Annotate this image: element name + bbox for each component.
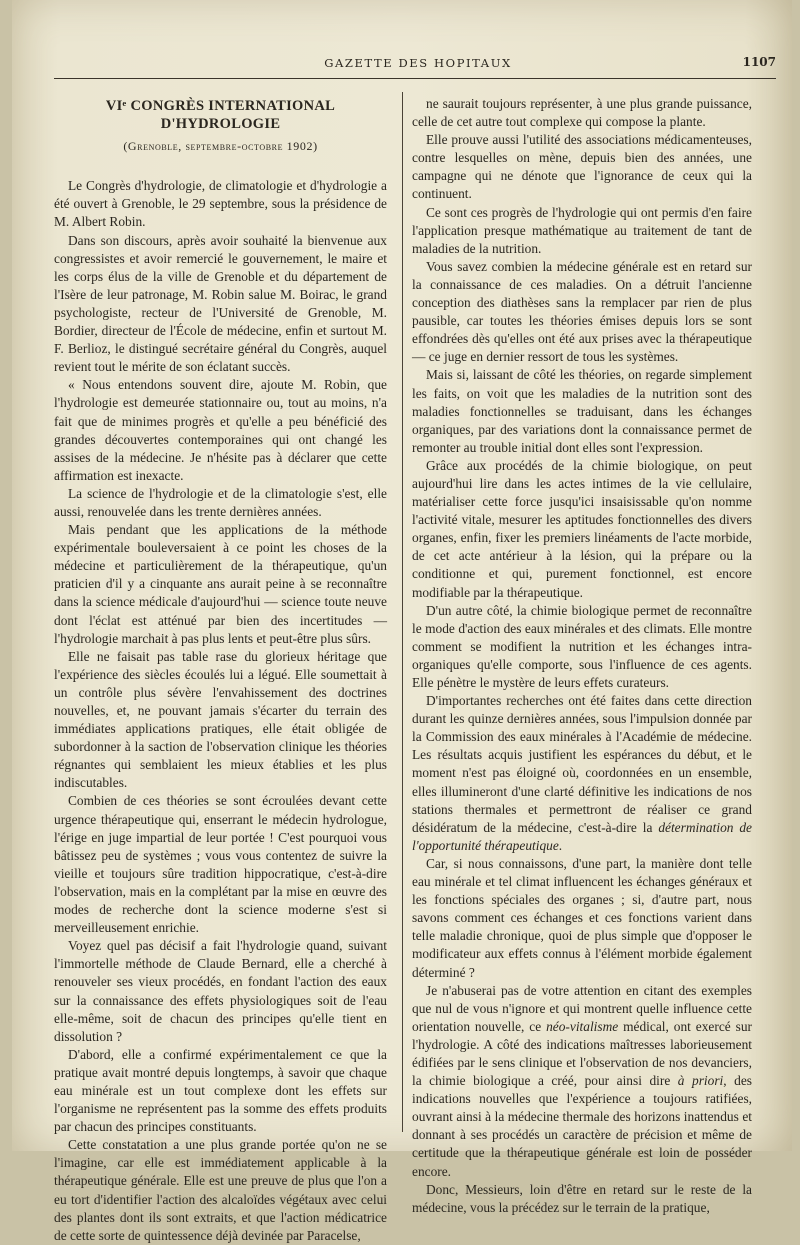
paragraph: Grâce aux procédés de la chimie biologique, on peut aujourd'hui lire dans les actes intimes de la vie cellulaire, matérialiser cette force jusqu'ici insaisissable qu'on nomme l'activité vitale, mesurer les aptitudes fonctionnelles des divers organes, enfin, fixer les premiers linéaments de l'acte morbide, de cet acte antérieur à la lésion, qui la prépare ou la conditionne et qui, purement fonctionnel, est encore modifiable par la thérapeutique. (412, 457, 752, 600)
paragraph: Ce sont ces progrès de l'hydrologie qui ont permis d'en faire l'application presque mathématique au traitement de tant de maladies de la nutrition. (412, 204, 752, 256)
paragraph: Je n'abuserai pas de votre attention en citant des exemples que nul de vous n'ignore et qui montrent quelle influence cette orientation nouvelle, ce néo-vitalisme médical, ont exercé sur l'hydrologie. A côté des indications maîtresses laborieusement édifiées par le sens clinique et l'observation de nos devanciers, la chimie biologique a créé, pour ainsi dire à priori, des indications nouvelles que l'expérience a toujours ratifiées, ouvrant ainsi à la médecine thermale des horizons inattendus et donnant à ses procédés un caractère de précision et même de certitude que la thérapeutique générale est loin de posséder encore. (412, 982, 753, 1179)
paragraph: Le Congrès d'hydrologie, de climatologie et d'hydrologie a été ouvert à Grenoble, le 29 septembre, sous la présidence de M. Albert Robin. (54, 178, 387, 230)
paragraph: D'un autre côté, la chimie biologique permet de reconnaître le mode d'action des eaux minérales et des climats. Elle montre comment se modifient la nutrition et les échanges intra-organiques qu'elle comporte, sous l'influence de ces agents. Elle pénètre le mystère de leurs effets curateurs. (412, 602, 752, 690)
right-column (412, 95, 752, 1217)
page-number: 1107 (742, 55, 776, 69)
paragraph: Car, si nous connaissons, d'une part, la manière dont telle eau minérale et tel climat influencent les échanges généraux et les fonctions spéciales des organes ; si, d'autre part, nous savons comment ces échanges et ces fonctions varient dans telle maladie chronique, quoi de plus simple que d'opposer le modificateur aux effets connus à l'élément morbide également déterminé ? (412, 855, 752, 980)
newspaper-page (12, 0, 792, 1243)
left-column (54, 95, 387, 1245)
paragraph: Elle ne faisait pas table rase du glorieux héritage que l'expérience des siècles écoulés lui a légué. Elle soumettait à un contrôle plus sévère l'envahissement des doctrines nouvelles, et, ne pouvant jamais s'écarter du terrain des immédiates applications pratiques, elle était obligée de subordonner à la saction de l'observation clinique les théories régnantes qui semblaient les mieux établies et les plus indiscutables. (54, 648, 387, 791)
paragraph: Elle prouve aussi l'utilité des associations médicamenteuses, contre lesquelles on mène, depuis bien des années, une campagne qui ne dénote que l'ignorance de ceux qui la continuent. (412, 132, 752, 202)
header-rule (54, 78, 776, 79)
paragraph: La science de l'hydrologie et de la climatologie s'est, elle aussi, renouvelée dans les trente dernières années. (54, 485, 387, 519)
paragraph: D'importantes recherches ont été faites dans cette direction durant les quinze dernières années, sous l'impulsion donnée par la Commission des eaux minérales à l'Académie de médecine. Les résultats acquis justifient les espérances du début, et le moment n'est pas éloigné où, coordonnées en un ensemble, elles illumineront d'une clarté définitive les indications de nos stations thermales et permettront de réaliser ce grand désidératum de la médecine, c'est-à-dire la détermination de l'opportunité thérapeutique. (412, 693, 752, 853)
paragraph: Mais si, laissant de côté les théories, on regarde simplement les faits, on voit que les maladies de la nutrition sont des maladies fonctionnelles se traduisant, dans les échanges organiques, par des variations dont la connaissance permet de remonter au trouble initial dont elles sont l'expression. (412, 367, 752, 455)
publication-title: GAZETTE DES HOPITAUX (324, 56, 512, 70)
paragraph: Vous savez combien la médecine générale est en retard sur la connaissance de ces maladies. On a détruit l'ancienne conception des diathèses sans la remplacer par rien de plus pausible, car toutes les théories émises depuis lors se sont effondrées dès qu'elles ont été aux prises avec la thérapeutique — ce juge en dernier ressort de tous les systèmes. (412, 258, 752, 365)
column-divider (402, 92, 403, 1132)
paragraph: Cette constatation a une plus grande portée qu'on ne se l'imagine, car elle est immédiatement applicable à la thérapeutique générale. Elle est une preuve de plus que l'on a eu tort d'identifier l'action des alcaloïdes végétaux avec celui des plantes dont ils sont extraits, et que l'action médicatrice de cette sorte de quintessence déjà devinée par Paracelse, (54, 1137, 387, 1243)
paragraph: « Nous entendons souvent dire, ajoute M. Robin, que l'hydrologie est demeurée stationnaire ou, tout au moins, n'a fait que de minimes progrès et qu'elle a peu bénéficié des grandes découvertes contemporaines qui ont changé les assises de la médecine. Je n'hésite pas à déclarer que cette affirmation est inexacte. (54, 377, 387, 483)
paragraph: Mais pendant que les applications de la méthode expérimentale bouleversaient à ce point les choses de la médecine et particulièrement de la thérapeutique, qu'un praticien d'il y a cinquante ans aurait peine à se reconnaître dans la science médicale d'aujourd'hui — science toute neuve dont l'éclat est atténué par bien des incertitudes — l'hydrologie marchait à pas plus lents et peut-être plus sûrs. (54, 522, 387, 646)
paragraph: Combien de ces théories se sont écroulées devant cette urgence thérapeutique qui, enserrant le médecin hydrologue, l'érige en juge impartial de leur portée ! C'est pourquoi vous bâtissez peu de systèmes ; vous vous contentez de suivre la vieille et toujours sûre tradition hippocratique, c'est-à-dire l'observation, mais en la complétant par la mise en œuvre des modes de recherche dont la science moderne s'est si merveilleusement enrichie. (54, 793, 387, 936)
paragraph: Donc, Messieurs, loin d'être en retard sur le reste de la médecine, vous la précédez sur le terrain de la pratique, (412, 1181, 752, 1215)
right-column-body (412, 95, 752, 1217)
paragraph: Voyez quel pas décisif a fait l'hydrologie quand, suivant l'immortelle méthode de Claude Bernard, elle a cherché à renouveler ses vieux procédés, en fondant l'action des eaux sur la connaissance des effets physiologiques soit de l'eau elle-même, soit de chacun des principes qu'elle tient en dissolution ? (54, 938, 387, 1044)
left-column-body (54, 177, 387, 1245)
running-header (60, 52, 776, 76)
article-title: VIᵉ CONGRÈS INTERNATIONAL D'HYDROLOGIE (105, 98, 336, 133)
paragraph: Dans son discours, après avoir souhaité la bienvenue aux congressistes et avoir remercié le gouvernement, le maire et les corps élus de la ville de Grenoble et du département de l'Isère de leur patronage, M. Robin salue M. Boirac, le grand psychologiste, recteur de l'Université de Grenoble, M. Bordier, directeur de l'École de médecine, enfin et surtout M. F. Berlioz, le distingué secrétaire général du Congrès, auquel revient tout le mérite de son éclatant succès. (54, 232, 387, 375)
paragraph: ne saurait toujours représenter, à une plus grande puissance, celle de cet autre tout complexe qui compose la plante. (412, 96, 752, 130)
article-subtitle: (Grenoble, septembre-octobre 1902) (123, 139, 318, 154)
paragraph: D'abord, elle a confirmé expérimentalement ce que la pratique avait montré depuis longtemps, à savoir que chaque eau minérale est un tout complexe dont les effets sur l'organisme ne représentent pas la somme des effets produits par chacun des principes constituants. (54, 1046, 387, 1135)
